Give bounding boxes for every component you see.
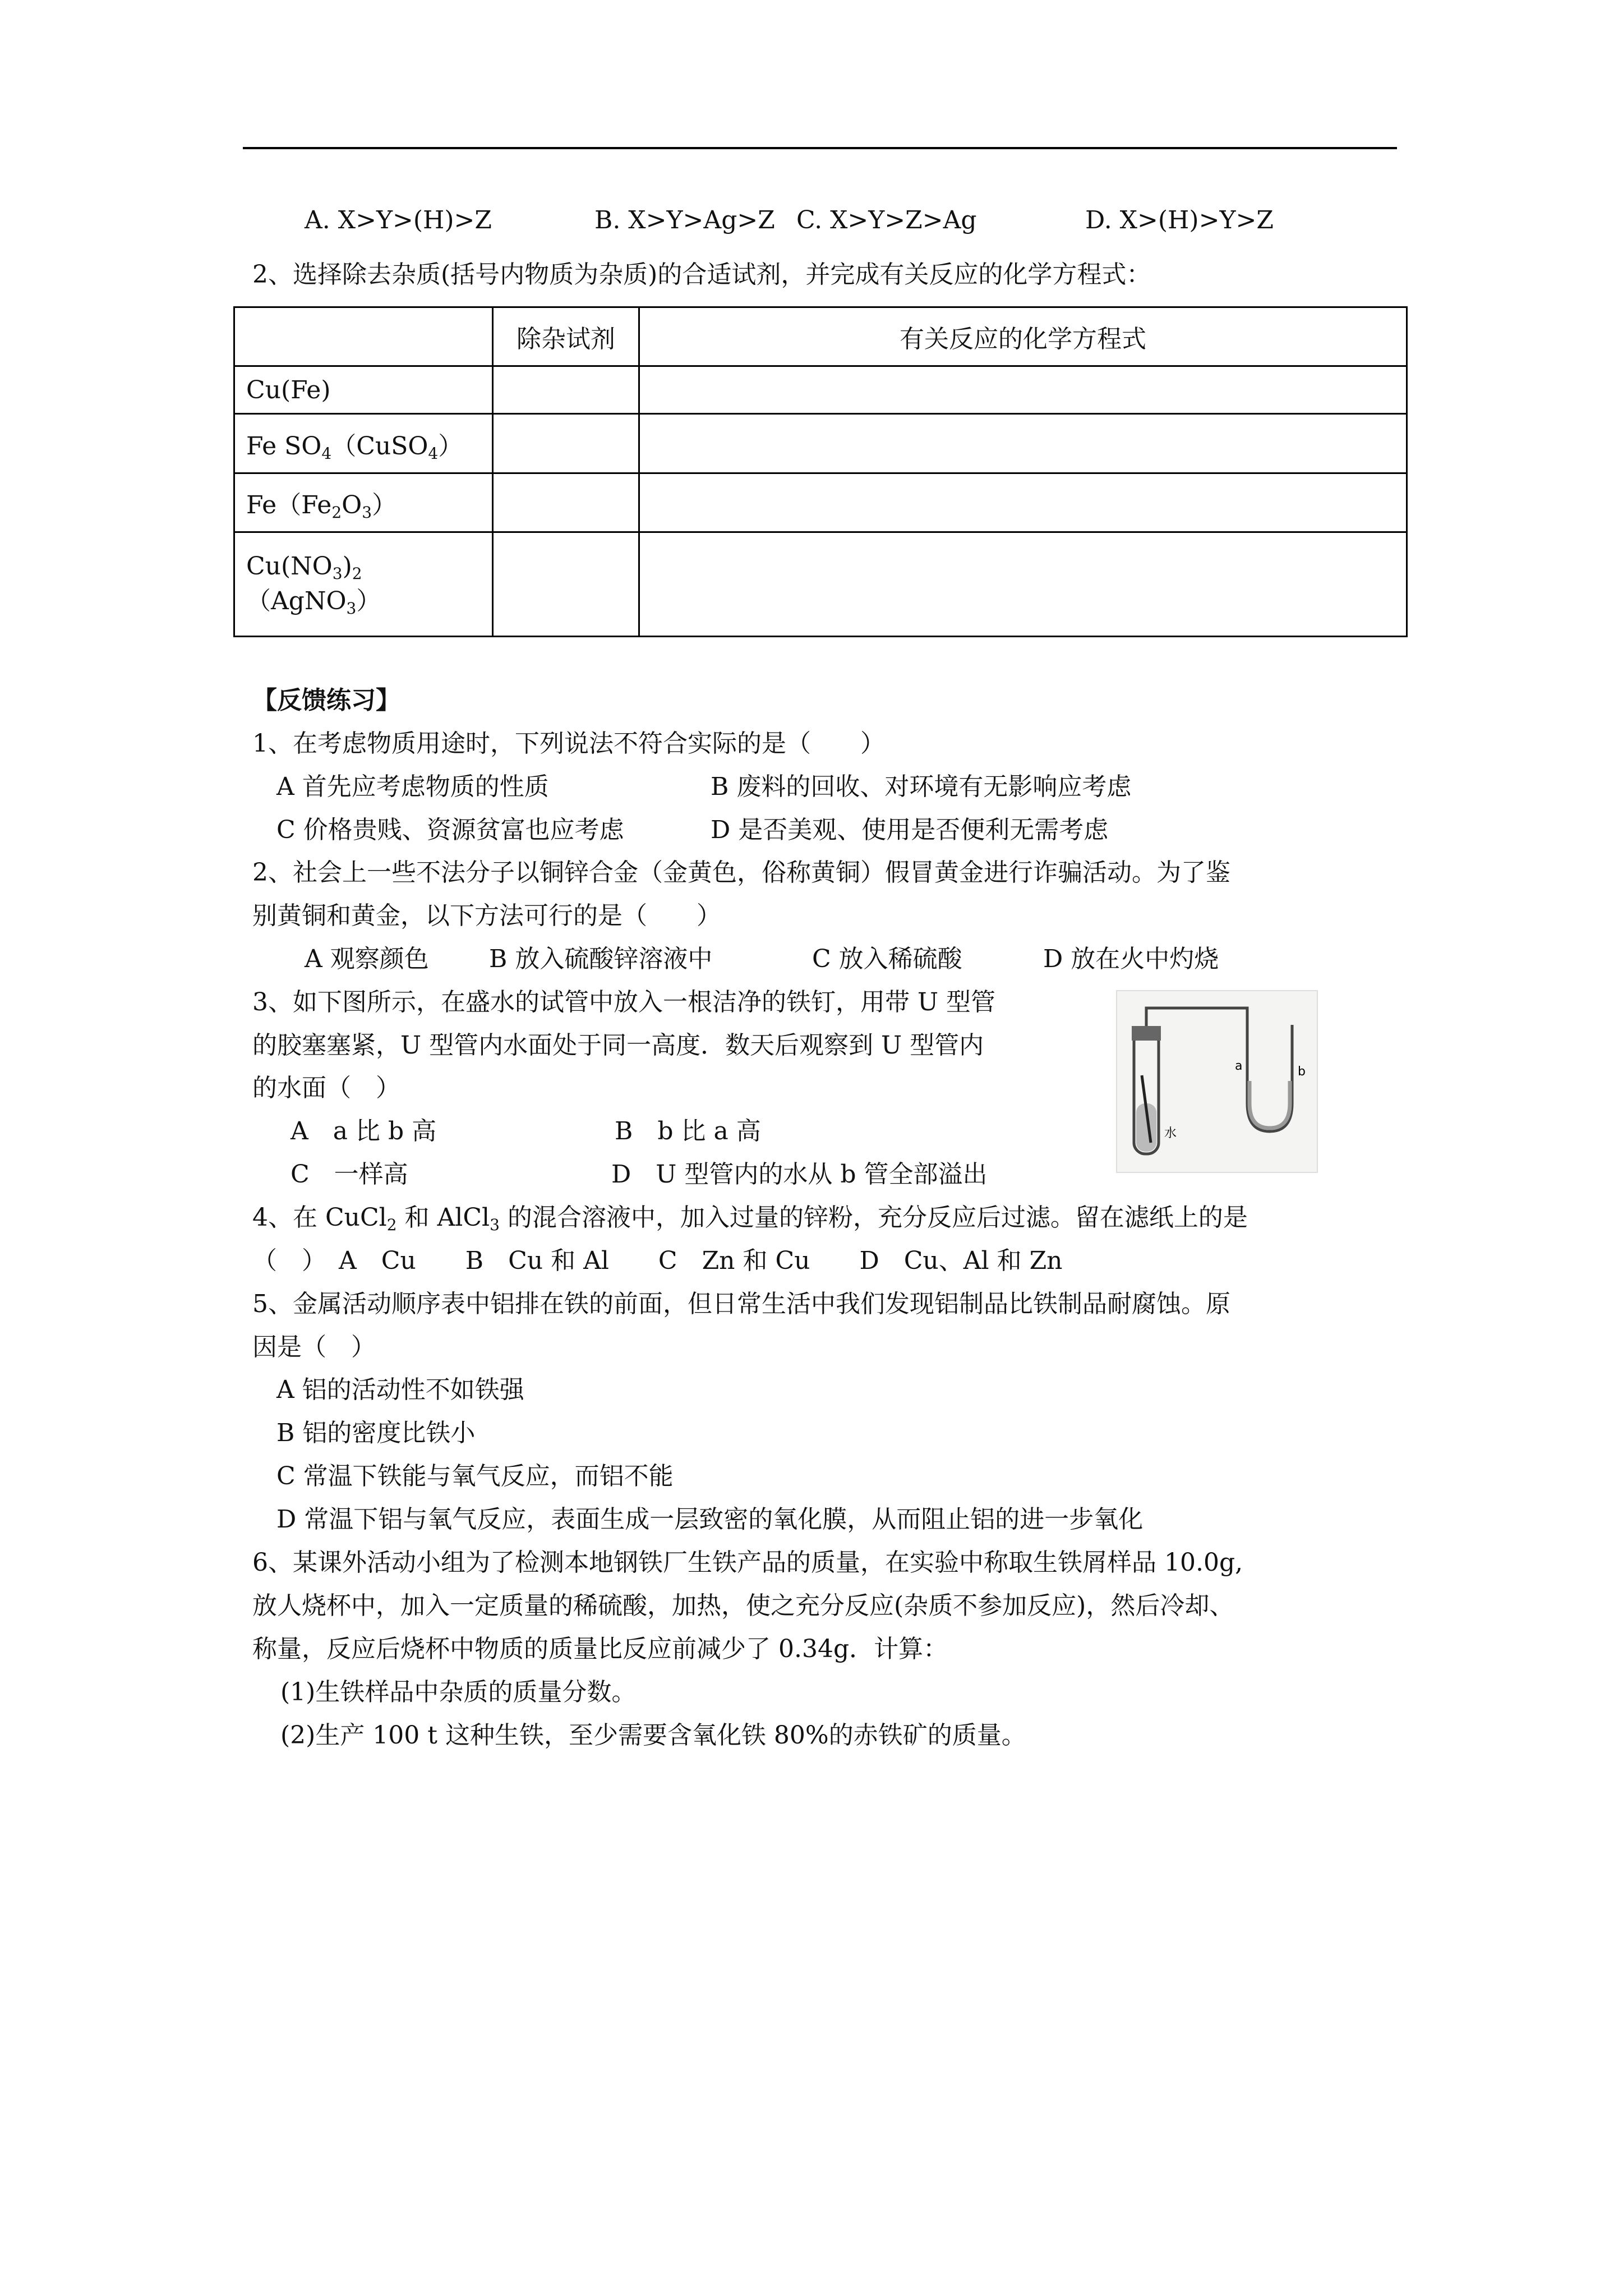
header-empty xyxy=(234,307,493,366)
option-d: D. X>(H)>Y>Z xyxy=(1085,206,1274,234)
f6-line3: 称量，反应后烧杯中物质的质量比反应前减少了 0.34g．计算： xyxy=(252,1635,948,1663)
q2-prompt: 2、选择除去杂质(括号内物质为杂质)的合适试剂，并完成有关反应的化学方程式： xyxy=(252,260,1151,289)
reagent-cell[interactable] xyxy=(493,414,639,473)
row-substance: Cu(Fe) xyxy=(234,366,493,414)
f5-option-d: D 常温下铝与氧气反应，表面生成一层致密的氧化膜，从而阻止铝的进一步氧化 xyxy=(276,1505,1144,1534)
impurity-table xyxy=(233,306,1408,637)
f2-option-c: C 放入稀硫酸 xyxy=(812,945,962,973)
row-substance: $Fe(Fe_2O_3)$ xyxy=(234,473,493,532)
f3-option-b: B b 比 a 高 xyxy=(615,1117,761,1145)
f6-line2: 放人烧杯中，加入一定质量的稀硫酸，加热，使之充分反应(杂质不参加反应)，然后冷却、 xyxy=(252,1591,1234,1620)
f1-option-d: D 是否美观、使用是否便利无需考虑 xyxy=(711,816,1109,844)
u-tube-figure xyxy=(1116,990,1318,1173)
table-row xyxy=(234,366,1407,414)
table-row xyxy=(234,473,1407,532)
f5-line2: 因是（ ） xyxy=(252,1333,376,1361)
label-a: a xyxy=(1235,1059,1243,1073)
equation-cell[interactable] xyxy=(639,366,1407,414)
f1-stem: 1、在考虑物质用途时，下列说法不符合实际的是（ ） xyxy=(252,729,885,758)
reagent-cell[interactable] xyxy=(493,532,639,637)
equation-cell[interactable] xyxy=(639,532,1407,637)
f6-line1: 6、某课外活动小组为了检测本地钢铁厂生铁产品的质量，在实验中称取生铁屑样品 10.0g, xyxy=(252,1548,1243,1577)
f5-option-c: C 常温下铁能与氧气反应，而铝不能 xyxy=(276,1462,674,1490)
u-tube xyxy=(1247,1025,1292,1131)
section-title: 【反馈练习】 xyxy=(252,686,400,715)
f5-option-a: A 铝的活动性不如铁强 xyxy=(276,1375,524,1404)
f2-line2: 别黄铜和黄金，以下方法可行的是（ ） xyxy=(252,901,721,930)
f2-option-a: A 观察颜色 xyxy=(305,945,429,973)
connecting-tube xyxy=(1146,1008,1247,1103)
header-rule xyxy=(243,147,1397,149)
f2-line1: 2、社会上一些不法分子以铜锌合金（金黄色，俗称黄铜）假冒黄金进行诈骗活动。为了鉴 xyxy=(252,858,1230,887)
f5-line1: 5、金属活动顺序表中铝排在铁的前面，但日常生活中我们发现铝制品比铁制品耐腐蚀。原 xyxy=(252,1290,1230,1318)
f3-option-c: C 一样高 xyxy=(291,1160,408,1189)
equation-cell[interactable] xyxy=(639,473,1407,532)
header-equation: 有关反应的化学方程式 xyxy=(639,307,1407,366)
f3-line3: 的水面（ ） xyxy=(252,1074,400,1102)
rubber-stopper xyxy=(1132,1026,1161,1041)
f4-line1: 4、在 CuCl$_2$ 和 AlCl$_3$ 的混合溶液中，加入过量的锌粉，充分反应后过滤。留在滤纸上的是 xyxy=(252,1203,1248,1234)
f6-part2: (2)生产 100 t 这种生铁，至少需要含氧化铁 80%的赤铁矿的质量。 xyxy=(280,1721,1026,1750)
f2-option-b: B 放入硫酸锌溶液中 xyxy=(489,945,713,973)
table-row xyxy=(234,532,1407,637)
table-row xyxy=(234,414,1407,473)
label-water: 水 xyxy=(1164,1126,1177,1140)
label-b: b xyxy=(1298,1065,1306,1079)
f5-option-b: B 铝的密度比铁小 xyxy=(276,1419,476,1447)
header-reagent: 除杂试剂 xyxy=(493,307,639,366)
f6-part1: (1)生铁样品中杂质的质量分数。 xyxy=(280,1678,637,1706)
reagent-cell[interactable] xyxy=(493,473,639,532)
f1-option-b: B 废料的回收、对环境有无影响应考虑 xyxy=(711,772,1132,801)
table-header-row xyxy=(234,307,1407,366)
f1-option-a: A 首先应考虑物质的性质 xyxy=(276,772,549,801)
f4-line2: （ ） A Cu B Cu 和 Al C Zn 和 Cu D Cu、Al 和 Zn xyxy=(252,1246,1063,1275)
row-substance: $Cu(NO_3)_2(AgNO_3)$ xyxy=(234,532,493,637)
option-a: A. X>Y>(H)>Z xyxy=(305,206,492,234)
f3-option-a: A a 比 b 高 xyxy=(291,1117,437,1145)
row-substance: Fe $SO_4(CuSO_4)$ xyxy=(234,414,493,473)
equation-cell[interactable] xyxy=(639,414,1407,473)
option-b: B. X>Y>Ag>Z xyxy=(594,206,775,234)
u-tube-water xyxy=(1249,1081,1290,1128)
f3-line2: 的胶塞塞紧，U 型管内水面处于同一高度．数天后观察到 U 型管内 xyxy=(252,1031,984,1060)
f3-line1: 3、如下图所示，在盛水的试管中放入一根洁净的铁钉，用带 U 型管 xyxy=(252,988,996,1016)
u-tube-diagram xyxy=(1117,991,1317,1172)
f3-option-d: D U 型管内的水从 b 管全部溢出 xyxy=(611,1160,988,1189)
f2-option-d: D 放在火中灼烧 xyxy=(1043,945,1219,973)
f1-option-c: C 价格贵贱、资源贫富也应考虑 xyxy=(276,816,624,844)
option-c: C. X>Y>Z>Ag xyxy=(796,206,977,234)
reagent-cell[interactable] xyxy=(493,366,639,414)
